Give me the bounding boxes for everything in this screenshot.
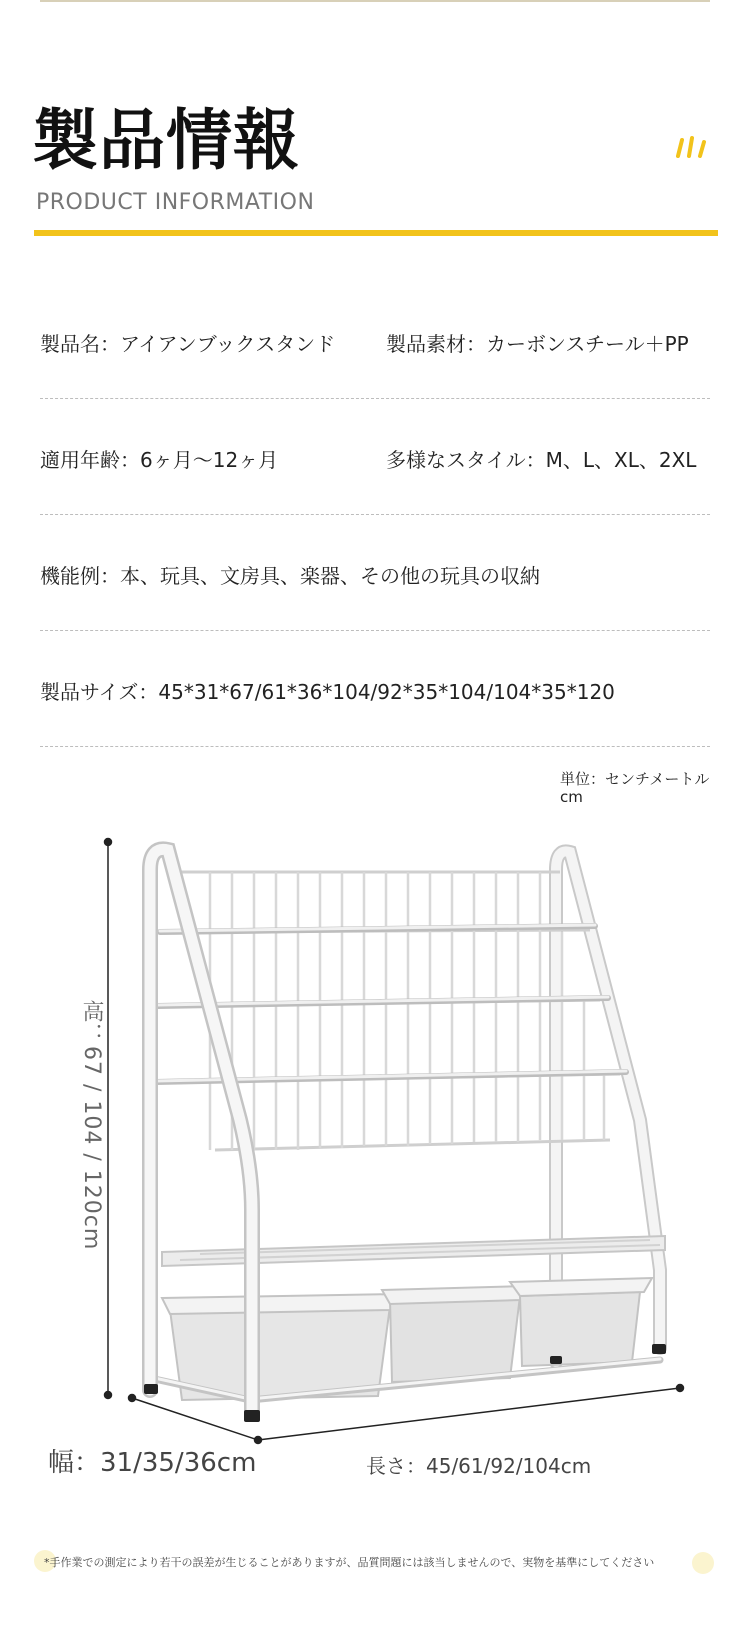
page-subtitle: PRODUCT INFORMATION — [36, 190, 315, 215]
unit-note: 単位：センチメートルcm — [560, 770, 710, 806]
page-title: 製品情報 — [32, 102, 300, 179]
spec-material: 製品素材：カーボンスチール＋PP — [386, 332, 689, 356]
spec-age: 適用年齢：6ヶ月〜12ヶ月 — [40, 448, 279, 472]
spec-product-name: 製品名：アイアンブックスタンド — [40, 332, 336, 356]
lower-shelf — [162, 1236, 665, 1266]
width-dimension-line — [129, 1395, 262, 1444]
width-dimension-label: 幅：31/35/36cm — [48, 1448, 257, 1478]
storage-bin — [382, 1286, 528, 1382]
spec-size: 製品サイズ：45*31*67/61*36*104/92*35*104/104*35*120 — [40, 680, 615, 704]
length-dimension-label: 長さ：45/61/92/104cm — [366, 1454, 592, 1478]
height-dimension-label: 高：67 / 104 / 120cm — [79, 1000, 104, 1251]
storage-bin — [510, 1278, 652, 1366]
spec-function: 機能例：本、玩具、文房具、楽器、その他の玩具の収納 — [40, 564, 540, 588]
footnote-dot-right — [692, 1552, 714, 1574]
measurement-footnote: *手作業での測定により若干の誤差が生じることがありますが、品質問題には該当しませんので、実物を基準にしてください — [44, 1556, 655, 1569]
spec-styles: 多様なスタイル：M、L、XL、2XL — [386, 448, 697, 472]
storage-bin — [162, 1294, 400, 1400]
